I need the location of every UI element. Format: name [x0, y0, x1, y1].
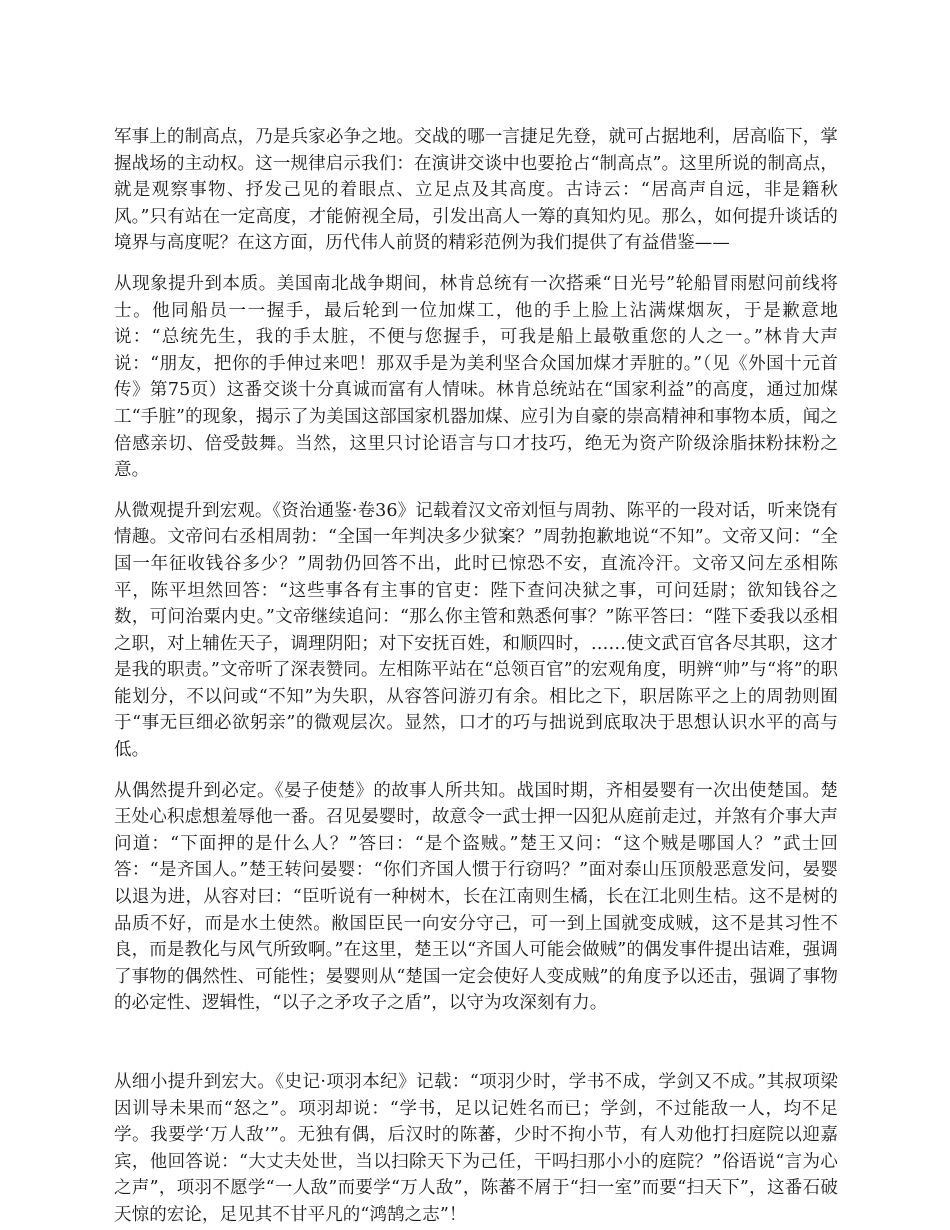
- paragraph-micro-to-macro: 从微观提升到宏观。《资治通鉴·卷36》记载着汉文帝刘恒与周勃、陈平的一段对话，听来饶有情趣。文帝问右丞相周勃：“全国一年判决多少狱案？”周勃抱歉地说“不知”。文帝又问：“全国一年征收钱谷多少？”周勃仍回答不出，此时已惊恐不安，直流冷汗。文帝又问左丞相陈平，陈平坦然回答：“这些事各有主事的官吏：陛下查问决狱之事，可问廷尉；欲知钱谷之数，可问治粟内史。”文帝继续追问：“那么你主管和熟悉何事？”陈平答曰：“陛下委我以丞相之职，对上辅佐天子，调理阴阳；对下安抚百姓，和顺四时，……使文武百官各尽其职，这才是我的职责。”文帝听了深表赞同。左相陈平站在“总领百官”的宏观角度，明辨“帅”与“将”的职能划分，不以问或“不知”为失职，从容答问游刃有余。相比之下，职居陈平之上的周勃则囿于“事无巨细必欲躬亲”的微观层次。显然，口才的巧与拙说到底取决于思想认识水平的高与低。: [114, 500, 838, 761]
- paragraph-intro: 军事上的制高点，乃是兵家必争之地。交战的哪一言捷足先登，就可占据地利，居高临下，掌握战场的主动权。这一规律启示我们：在演讲交谈中也要抢占“制高点”。这里所说的制高点，就是观察事物、抒发己见的着眼点、立足点及其高度。古诗云：“居高声自远，非是籍秋风。”只有站在一定高度，才能俯视全局，引发出高人一筹的真知灼见。那么，如何提升谈话的境界与高度呢？在这方面，历代伟人前贤的精彩范例为我们提供了有益借鉴——: [114, 127, 838, 254]
- paragraph-small-to-grand: 从细小提升到宏大。《史记·项羽本纪》记载：“项羽少时，学书不成，学剑又不成。”其叔项梁因训导未果而“怒之”。项羽却说：“学书，足以记姓名而已；学剑，不过能敌一人，均不足学。我要学‘万人敌’”。无独有偶，后汉时的陈蕃，少时不拘小节，有人劝他打扫庭院以迎嘉宾，他回答说：“大丈夫处世，当以扫除天下为己任，干吗扫那小小的庭院？”俗语说“言为心之声”，项羽不愿学“一人敌”而要学“万人敌”，陈蕃不屑于“扫一室”而要“扫天下”，这番石破天惊的宏论，足见其不甘平凡的“鸿鹄之志”！: [114, 1072, 838, 1225]
- paragraph-phenomenon-to-essence: 从现象提升到本质。美国南北战争期间，林肯总统有一次搭乘“日光号”轮船冒雨慰问前线将士。他同船员一一握手，最后轮到一位加煤工，他的手上脸上沾满煤烟灰，于是歉意地说：“总统先生，我的手太脏，不便与您握手，可我是船上最敬重您的人之一。”林肯大声说：“朋友，把你的手伸过来吧！那双手是为美利坚合众国加煤才弄脏的。”（见《外国十元首传》第75页）这番交谈十分真诚而富有人情味。林肯总统站在“国家利益”的高度，通过加煤工“手脏”的现象，揭示了为美国这部国家机器加煤、应引为自豪的崇高精神和事物本质，闻之倍感亲切、倍受鼓舞。当然，这里只讨论语言与口才技巧，绝无为资产阶级涂脂抹粉抹粉之意。: [114, 273, 838, 481]
- document-body: [114, 124, 838, 1229]
- paragraph-chance-to-certainty: 从偶然提升到必定。《晏子使楚》的故事人所共知。战国时期，齐相晏婴有一次出使楚国。楚王处心积虑想羞辱他一番。召见晏婴时，故意令一武士押一囚犯从庭前走过，并煞有介事大声问道：“下面押的是什么人？”答曰：“是个盗贼。”楚王又问：“这个贼是哪国人？”武士回答：“是齐国人。”楚王转问晏婴：“你们齐国人惯于行窃吗？”面对泰山压顶般恶意发问，晏婴以退为进，从容对曰：“臣听说有一种树木，长在江南则生橘，长在江北则生桔。这不是树的品质不好，而是水土使然。敝国臣民一向安分守己，可一到上国就变成贼，这不是其习性不良，而是教化与风气所致啊。”在这里，楚王以“齐国人可能会做贼”的偶发事件提出诘难，强调了事物的偶然性、可能性；晏婴则从“楚国一定会使好人变成贼”的角度予以还击，强调了事物的必定性、逻辑性，“以子之矛攻子之盾”，以守为攻深刻有力。: [114, 780, 838, 1014]
